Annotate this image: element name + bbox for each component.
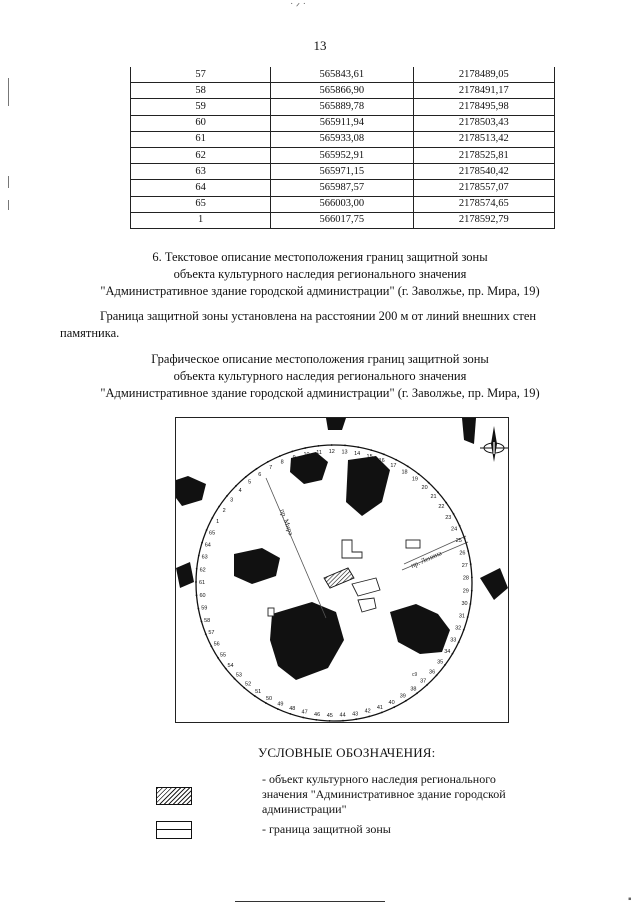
boundary-point-label: 50: [265, 695, 273, 702]
boundary-point-label: 14: [354, 451, 361, 458]
legend-heritage-symbol: [156, 787, 192, 805]
table-row: [131, 131, 555, 147]
boundary-point-mark: [205, 633, 207, 635]
boundary-text-line: памятника.: [60, 326, 120, 340]
boundary-point-mark: [463, 629, 465, 631]
boundary-text-line: Граница защитной зоны установлена на расстоянии 200 м от линий внешних стен: [100, 309, 537, 323]
boundary-point-mark: [196, 594, 198, 596]
page-number: 13: [313, 38, 327, 53]
table-cell-x: 566017,75: [271, 212, 413, 228]
boundary-point-mark: [302, 717, 304, 719]
table-cell-x: 565971,15: [271, 164, 413, 180]
boundary-point-label: 21: [430, 494, 437, 501]
building-outline: [406, 540, 420, 548]
legend-heritage-line: значения "Административное здание городской: [262, 787, 506, 801]
boundary-point-label: 1: [216, 518, 220, 525]
section-6-heading: [40, 249, 600, 300]
boundary-point-label: 36: [429, 669, 436, 676]
boundary-point-label: 53: [235, 672, 242, 679]
street-line: [266, 478, 326, 618]
boundary-point-mark: [234, 678, 236, 680]
boundary-point-mark: [206, 529, 208, 531]
legend-item-zone: - граница защитной зоны: [262, 822, 391, 836]
boundary-point-mark: [290, 713, 292, 715]
boundary-point-label: 56: [213, 641, 220, 648]
boundary-point-mark: [304, 447, 306, 449]
scan-speck: ˙ ᐟ ˙: [290, 2, 306, 13]
boundary-point-mark: [245, 476, 247, 478]
boundary-point-label: 55: [219, 652, 227, 659]
table-cell-y: 2178525,81: [413, 147, 554, 163]
boundary-point-mark: [370, 449, 372, 451]
graphic-description-heading: [40, 351, 600, 402]
boundary-point-label: 38: [410, 686, 417, 693]
boundary-point-label: 12: [328, 449, 335, 455]
map-graphic: [176, 418, 508, 722]
boundary-point-mark: [225, 668, 227, 670]
boundary-point-label: 15: [366, 453, 373, 460]
boundary-point-label: 32: [455, 625, 462, 632]
boundary-point-mark: [210, 645, 212, 647]
boundary-point-label: 54: [227, 662, 234, 669]
boundary-point-label: 13: [341, 449, 348, 456]
boundary-point-label: 42: [364, 708, 371, 715]
boundary-point-mark: [418, 473, 420, 475]
boundary-point-mark: [235, 485, 237, 487]
table-row: [131, 164, 555, 180]
boundary-point-mark: [243, 687, 245, 689]
boundary-point-mark: [217, 657, 219, 659]
table-cell-x: 565889,78: [271, 99, 413, 115]
boundary-point-mark: [344, 445, 346, 447]
boundary-point-label: 45: [326, 712, 333, 719]
boundary-point-mark: [453, 513, 455, 515]
boundary-point-label: 20: [421, 485, 428, 491]
boundary-point-mark: [416, 692, 418, 694]
boundary-point-label: 11: [316, 449, 322, 456]
boundary-point-label: 60: [199, 592, 206, 599]
boundary-point-mark: [201, 542, 203, 544]
boundary-point-label: 7: [269, 465, 273, 472]
boundary-point-mark: [318, 445, 320, 447]
boundary-point-label: 44: [339, 712, 346, 719]
map-marker-text: с9: [412, 672, 418, 678]
boundary-point-mark: [357, 446, 359, 448]
boundary-point-label: 16: [378, 457, 385, 464]
boundary-point-mark: [329, 720, 331, 722]
table-cell-point: 1: [131, 212, 271, 228]
boundary-point-label: 39: [399, 693, 406, 700]
boundary-point-mark: [471, 590, 473, 592]
boundary-point-mark: [254, 695, 256, 697]
boundary-point-label: 46: [314, 711, 321, 718]
boundary-point-mark: [279, 455, 281, 457]
boundary-point-label: 18: [401, 469, 408, 476]
boundary-point-mark: [407, 465, 409, 467]
boundary-point-label: 22: [438, 504, 445, 511]
boundary-point-mark: [444, 664, 446, 666]
legend-heritage-line: администрации": [262, 802, 347, 816]
table-row: [131, 99, 555, 115]
table-cell-y: 2178489,05: [413, 67, 554, 83]
boundary-point-label: 59: [201, 605, 208, 612]
coordinates-table: [130, 67, 555, 229]
boundary-point-label: 35: [437, 659, 444, 666]
boundary-point-mark: [464, 537, 466, 539]
boundary-point-label: 2: [222, 507, 226, 514]
boundary-point-label: 34: [444, 648, 451, 655]
boundary-paragraph: [60, 308, 596, 342]
table-cell-y: 2178513,42: [413, 131, 554, 147]
boundary-point-label: 51: [255, 689, 262, 696]
table-cell-y: 2178503,43: [413, 115, 554, 131]
north-arrow-icon: [480, 426, 508, 462]
scan-edge-line: [8, 78, 9, 106]
boundary-point-label: 57: [208, 629, 215, 636]
boundary-point-mark: [201, 621, 203, 623]
boundary-point-mark: [393, 706, 395, 708]
boundary-point-label: 28: [462, 575, 469, 582]
section-6-subtitle: объекта культурного наследия регионального значения: [173, 267, 467, 281]
boundary-point-mark: [437, 491, 439, 493]
boundary-point-label: 64: [204, 542, 211, 549]
boundary-point-label: 41: [376, 704, 383, 711]
boundary-point-label: 62: [199, 567, 206, 574]
boundary-point-mark: [265, 702, 267, 704]
table-cell-y: 2178592,79: [413, 212, 554, 228]
table-row: [131, 83, 555, 99]
map-dark-area: [234, 548, 280, 584]
table-cell-x: 566003,00: [271, 196, 413, 212]
legend-item-heritage: [262, 772, 562, 817]
boundary-point-mark: [381, 712, 383, 714]
legend-heading: УСЛОВНЫЕ ОБОЗНАЧЕНИЯ:: [258, 745, 436, 760]
boundary-point-mark: [470, 563, 472, 565]
boundary-point-label: 43: [352, 711, 359, 718]
boundary-point-label: 58: [204, 617, 211, 624]
boundary-point-mark: [315, 719, 317, 721]
boundary-point-label: 61: [198, 580, 206, 586]
street-label-lenina: пр. Ленина: [409, 549, 443, 570]
boundary-point-mark: [436, 674, 438, 676]
table-cell-point: 62: [131, 147, 271, 163]
graphic-title: Графическое описание местоположения границ защитной зоны: [151, 352, 489, 366]
table-row: [131, 196, 555, 212]
boundary-point-mark: [426, 684, 428, 686]
boundary-point-mark: [428, 482, 430, 484]
boundary-point-mark: [218, 506, 220, 508]
map-dark-area: [270, 602, 344, 680]
boundary-point-label: 52: [245, 681, 252, 688]
table-row: [131, 115, 555, 131]
coordinates-table-body: [131, 67, 555, 228]
legend-zone-symbol: [156, 821, 192, 839]
table-cell-point: 64: [131, 180, 271, 196]
section-6-object-name: "Административное здание городской администрации" (г. Заволжье, пр. Мира, 19): [100, 284, 540, 298]
boundary-point-mark: [405, 700, 407, 702]
graphic-subtitle: объекта культурного наследия регионального значения: [173, 369, 467, 383]
boundary-point-mark: [467, 616, 469, 618]
boundary-point-mark: [395, 459, 397, 461]
map-dark-area: [390, 604, 450, 654]
table-cell-y: 2178495,98: [413, 99, 554, 115]
boundary-point-label: 29: [462, 588, 469, 595]
boundary-point-label: 37: [420, 678, 427, 685]
table-cell-y: 2178574,65: [413, 196, 554, 212]
boundary-point-mark: [459, 525, 461, 527]
boundary-point-mark: [256, 468, 258, 470]
boundary-point-mark: [383, 453, 385, 455]
table-cell-point: 58: [131, 83, 271, 99]
protection-zone-map: [175, 417, 509, 723]
boundary-point-label: 23: [445, 514, 452, 521]
boundary-point-label: 17: [390, 463, 397, 470]
table-cell-x: 565843,61: [271, 67, 413, 83]
boundary-point-label: 6: [258, 471, 262, 478]
map-dark-area: [176, 476, 206, 506]
boundary-point-label: 48: [289, 706, 296, 713]
boundary-point-label: 40: [388, 699, 395, 706]
scan-edge-line: [8, 176, 9, 188]
boundary-point-label: 4: [238, 488, 242, 495]
building-outline: [268, 608, 274, 616]
boundary-point-label: 49: [277, 701, 284, 708]
boundary-point-mark: [368, 716, 370, 718]
scan-edge-line: [8, 200, 9, 210]
boundary-point-mark: [467, 550, 469, 552]
table-row: [131, 180, 555, 196]
scan-speck: ▪: [628, 894, 632, 905]
table-cell-x: 565952,91: [271, 147, 413, 163]
boundary-point-label: 25: [455, 538, 462, 545]
boundary-point-label: 8: [280, 459, 284, 466]
table-row: [131, 212, 555, 228]
boundary-point-mark: [445, 502, 447, 504]
boundary-point-label: 19: [411, 476, 418, 483]
legend-heritage-line: - объект культурного наследия регионального: [262, 772, 496, 786]
boundary-point-mark: [198, 608, 200, 610]
boundary-point-label: 31: [458, 613, 465, 620]
graphic-object-name: "Административное здание городской администрации" (г. Заволжье, пр. Мира, 19): [100, 386, 540, 400]
table-cell-x: 565933,08: [271, 131, 413, 147]
boundary-point-mark: [342, 720, 344, 722]
map-dark-area: [462, 418, 476, 444]
boundary-point-mark: [198, 555, 200, 557]
table-cell-point: 57: [131, 67, 271, 83]
boundary-point-mark: [355, 718, 357, 720]
boundary-point-label: 3: [230, 497, 234, 504]
table-cell-point: 60: [131, 115, 271, 131]
boundary-point-mark: [331, 444, 333, 446]
table-cell-point: 65: [131, 196, 271, 212]
table-cell-y: 2178491,17: [413, 83, 554, 99]
boundary-point-mark: [267, 461, 269, 463]
table-row: [131, 67, 555, 83]
boundary-point-mark: [458, 641, 460, 643]
street-label-mira: пр. Мира: [278, 507, 295, 537]
table-row: [131, 147, 555, 163]
boundary-point-mark: [196, 568, 198, 570]
boundary-point-mark: [195, 581, 197, 583]
boundary-point-label: 10: [303, 451, 310, 458]
footer-rule: [235, 901, 385, 902]
boundary-point-label: 65: [209, 530, 216, 537]
table-cell-point: 61: [131, 131, 271, 147]
boundary-point-mark: [470, 603, 472, 605]
table-cell-y: 2178557,07: [413, 180, 554, 196]
boundary-point-mark: [211, 517, 213, 519]
table-cell-point: 63: [131, 164, 271, 180]
table-cell-x: 565866,90: [271, 83, 413, 99]
boundary-point-mark: [452, 653, 454, 655]
map-dark-area: [480, 568, 508, 600]
map-dark-area: [326, 418, 346, 430]
section-6-title: 6. Текстовое описание местоположения границ защитной зоны: [152, 250, 488, 264]
boundary-point-label: 9: [292, 455, 296, 462]
table-cell-y: 2178540,42: [413, 164, 554, 180]
heritage-object-symbol: [324, 568, 354, 588]
boundary-point-label: 26: [459, 550, 466, 557]
boundary-point-mark: [277, 708, 279, 710]
building-outline: [352, 578, 380, 596]
building-outline: [342, 540, 362, 558]
boundary-point-label: 63: [201, 554, 208, 561]
boundary-point-mark: [291, 451, 293, 453]
boundary-point-label: 27: [461, 562, 468, 569]
boundary-point-label: 47: [301, 709, 308, 716]
table-cell-point: 59: [131, 99, 271, 115]
boundary-point-label: 24: [451, 526, 458, 533]
boundary-point-label: 33: [450, 637, 457, 644]
table-cell-x: 565911,94: [271, 115, 413, 131]
boundary-point-label: 30: [461, 601, 468, 607]
building-outline: [358, 598, 376, 612]
boundary-point-mark: [471, 577, 473, 579]
boundary-point-mark: [226, 495, 228, 497]
table-cell-x: 565987,57: [271, 180, 413, 196]
map-dark-area: [176, 562, 194, 588]
boundary-point-label: 5: [248, 479, 252, 486]
